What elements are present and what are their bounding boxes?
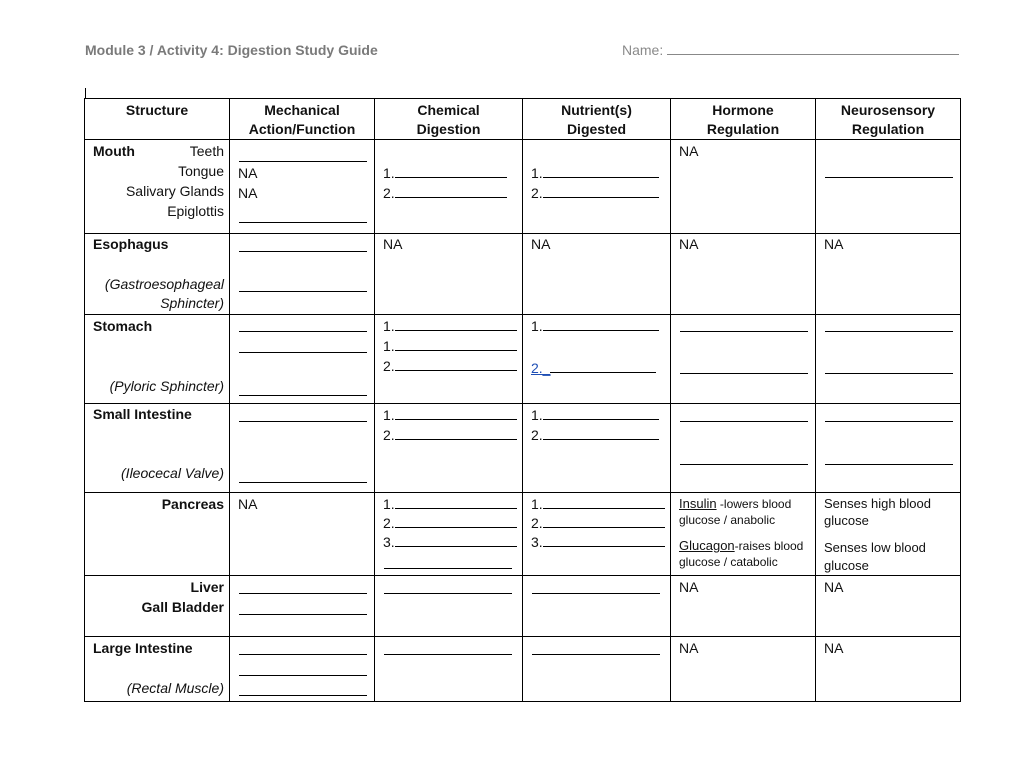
liver-structure: Liver Gall Bladder	[141, 579, 224, 615]
row-stomach	[85, 315, 961, 404]
small-intestine-structure: Small Intestine (Ileocecal Valve)	[93, 406, 224, 481]
blank-mouth-neuro[interactable]	[825, 177, 953, 178]
liver-mechanical[interactable]	[230, 576, 374, 636]
col-mechanical: Mechanical Action/Function	[230, 99, 375, 140]
pancreas-neuro: Senses high blood glucose Senses low blood glucose	[824, 496, 931, 573]
name-field[interactable]	[622, 42, 959, 58]
header-row	[85, 99, 961, 140]
stomach-neuro[interactable]	[816, 315, 960, 403]
small-intestine-chemical[interactable]: 1. 2.	[375, 404, 522, 492]
mouth-nutrients[interactable]: 1. 2.	[523, 140, 670, 233]
margin-mark	[85, 88, 86, 98]
mouth-chemical[interactable]: 1. 2.	[375, 140, 522, 233]
pancreas-hormone: Insulin -lowers blood glucose / anabolic Glucagon-raises blood glucose / catabolic	[679, 496, 804, 569]
mouth-structure: Mouth Teeth Tongue Salivary Glands Epiglottis	[93, 143, 224, 219]
study-guide-table	[84, 98, 961, 702]
blank-esophagus[interactable]	[239, 251, 367, 252]
esophagus-structure: Esophagus (Gastroesophageal Sphincter)	[93, 236, 224, 311]
col-structure: Structure	[85, 99, 230, 140]
small-intestine-nutrients[interactable]: 1. 2.	[523, 404, 670, 492]
small-intestine-mechanical[interactable]	[230, 404, 374, 492]
stomach-nutrients[interactable]: 1. 2._	[523, 315, 670, 403]
row-mouth	[85, 140, 961, 234]
mouth-hormone: NA	[679, 143, 699, 159]
pancreas-chemical[interactable]: 1. 2. 3.	[375, 493, 522, 575]
mouth-neuro[interactable]	[816, 140, 960, 233]
name-label: Name:	[622, 42, 664, 58]
esophagus-mechanical[interactable]	[230, 234, 374, 314]
row-pancreas: Pancreas NA 1. 2. 3. 1. 2. 3. Insulin -lowers blood glucose / anabolic Glucagon-raises blood glucose / catabolic Senses high blood glucose Senses low blood glucose	[85, 493, 961, 576]
row-large-intestine: Large Intestine (Rectal Muscle) NA NA	[85, 637, 961, 702]
col-hormone: Hormone Regulation	[671, 99, 816, 140]
col-neuro: Neurosensory Regulation	[816, 99, 961, 140]
row-small-intestine	[85, 404, 961, 493]
col-nutrients: Nutrient(s) Digested	[523, 99, 671, 140]
page-title: Module 3 / Activity 4: Digestion Study Guide	[85, 42, 378, 58]
large-intestine-structure: Large Intestine (Rectal Muscle)	[93, 640, 224, 696]
row-esophagus: Esophagus (Gastroesophageal Sphincter) NA NA NA NA	[85, 234, 961, 315]
row-liver: Liver Gall Bladder NA NA	[85, 576, 961, 637]
stomach-hormone[interactable]	[671, 315, 815, 403]
small-intestine-neuro[interactable]	[816, 404, 960, 492]
blank-ge-sphincter[interactable]	[239, 291, 367, 292]
blank-epiglottis[interactable]	[239, 222, 367, 223]
pancreas-nutrients[interactable]: 1. 2. 3.	[523, 493, 670, 575]
stomach-chemical[interactable]: 1. 1. 2.	[375, 315, 522, 403]
small-intestine-hormone[interactable]	[671, 404, 815, 492]
blank-teeth[interactable]	[239, 161, 367, 162]
pancreas-structure: Pancreas	[161, 496, 224, 512]
stomach-mechanical[interactable]	[230, 315, 374, 403]
stomach-structure: Stomach (Pyloric Sphincter)	[93, 318, 224, 394]
large-intestine-mechanical[interactable]	[230, 637, 374, 701]
col-chemical: Chemical Digestion	[375, 99, 523, 140]
mouth-mechanical[interactable]: NA NA	[230, 140, 374, 233]
name-blank[interactable]	[667, 42, 959, 55]
